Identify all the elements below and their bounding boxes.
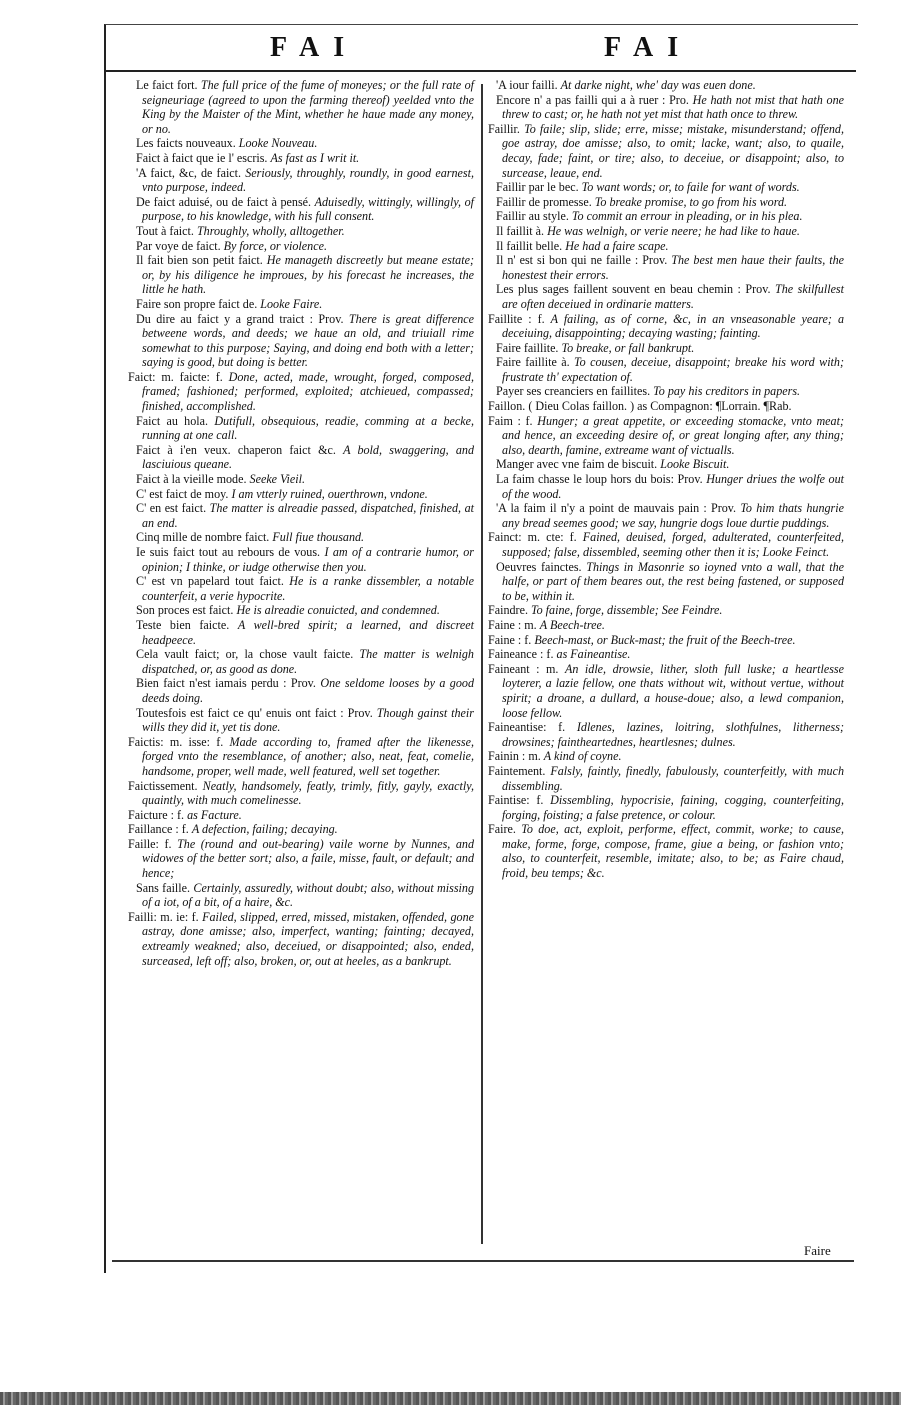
entry-headword: 'A la faim il n'y a point de mauvais pain : Prov. [496,501,737,516]
entry-headword: Fainct: m. cte: f. [488,530,577,545]
dictionary-entry [128,808,474,823]
dictionary-entry [128,881,474,910]
dictionary-entry [488,793,844,822]
dictionary-entry [128,603,474,618]
entry-definition: The matter is welnigh dispatched, or, as good as done. [142,647,474,676]
dictionary-entry [128,414,474,443]
entry-headword: Il n' est si bon qui ne faille : Prov. [496,253,668,268]
dictionary-entry [488,93,844,122]
entry-headword: Par voye de faict. [136,238,221,253]
entry-definition: A defection, failing; decaying. [191,822,338,837]
entry-headword: De faict aduisé, ou de faict à pensé. [136,194,312,209]
entry-headword: Ie suis faict tout au rebours de vous. [136,545,321,559]
entry-definition: He is alreadie conuicted, and condemned. [236,603,440,618]
dictionary-entry [128,910,474,968]
entry-definition: Aduisedly, wittingly, willingly, of purpose, to his knowledge, with his full consent. [142,194,474,224]
dictionary-entry [488,180,844,195]
entry-headword: Il faillit belle. [496,238,563,253]
dictionary-entry [128,545,474,574]
entry-definition: A well-bred spirit; a learned, and discreet headpeece. [142,617,474,647]
entry-definition: To commit an errour in pleading, or in his plea. [571,209,803,224]
entry-headword: Faillir au style. [496,209,569,224]
entry-definition: The (round and out-bearing) vaile worne by Nunnes, and widowes of the better sort; also, a faile, misse, fault, or default; and hence; [142,836,474,881]
entry-headword: Toutesfois est faict ce qu' enuis ont faict : Prov. [136,705,373,720]
entry-headword: Tout à faict. [136,223,194,238]
entry-headword: Sans faille. [136,880,191,895]
dictionary-entry [128,472,474,487]
dictionary-entry [128,647,474,676]
running-head-left: FAI [270,32,359,63]
bottom-rule [112,1260,854,1262]
entry-headword: Faillite : f. [488,311,545,326]
entry-definition: To faile; slip, slide; erre, misse; mistake, misunderstand; offend, goe astray, doe amisse; also, to omit; lacke, want; also, to quaile, decay, fade; faint, or tire; also, to deceiue, or disappoint; also, to surcease, leaue, end. [502,121,844,180]
entry-headword: Payer ses creanciers en faillites. [496,384,651,399]
entry-headword: C' est faict de moy. [136,486,229,501]
dictionary-entry [488,618,844,633]
dictionary-entry [488,78,844,93]
dictionary-entry [128,253,474,297]
entry-headword: Faire. [488,822,516,837]
dictionary-entry [128,195,474,224]
entry-definition: By force, or violence. [223,238,327,253]
dictionary-entry [488,501,844,530]
entry-definition: Throughly, wholly, alltogether. [196,223,345,238]
dictionary-entry [488,122,844,180]
entry-headword: Faille: f. [128,836,172,851]
dictionary-entry [488,224,844,239]
entry-headword: Manger avec vne faim de biscuit. [496,457,658,472]
dictionary-entry [488,457,844,472]
entry-definition: Neatly, handsomely, featly, trimly, fitly, gayly, exactly, quaintly, with much comelinesse. [142,778,474,808]
entry-definition: To pay his creditors in papers. [653,384,801,399]
dictionary-entry [488,355,844,384]
dictionary-entry [128,443,474,472]
dictionary-entry [488,530,844,559]
entry-definition: Made according to, framed after the likenesse, forged vnto the resemblance, of another; also, neat, feat, comelie, handsome, proper, well made, well featured, well set together. [142,734,474,778]
dictionary-entry [488,253,844,282]
entry-definition: Failed, slipped, erred, missed, mistaken, offended, gone astray, done amisse; also, imperfect, wanting; fainting; decayed, extreamly weakned; also, deceiued, or disappointed; also, ended, surceased, left off; also, broken, or, out at heeles, as a bankrupt. [142,909,474,968]
dictionary-entry [488,764,844,793]
entry-definition: To doe, act, exploit, performe, effect, commit, worke; to cause, make, forme, forge, compose, frame, giue a being, or fashion vnto; also, to counterfeit, resemble, imitate; also, to be; as Faire chaud, froid, beu temps; &c. [502,822,844,881]
entry-definition: He is a ranke dissembler, a notable counterfeit, a verie hypocrite. [142,574,475,603]
dictionary-entry [488,414,844,458]
entry-headword: Faict à faict que ie l' escris. [136,150,268,165]
dictionary-entry [128,297,474,312]
dictionary-entry [488,720,844,749]
entry-headword: Faintise: f. [488,793,544,808]
entry-headword: Faillon. ( Dieu Colas faillon. ) as Compagnon: ¶Lorrain. ¶Rab. [488,399,792,414]
entry-definition: He manageth discreetly but meane estate; or, by his diligence he improues, by his forecast he increases, the little he hath. [142,253,474,297]
entry-definition: Fained, deuised, forged, adulterated, counterfeited, supposed; false, dissembled, seeming other then it is; Looke Feinct. [502,530,844,559]
dictionary-entry [488,239,844,254]
dictionary-entry [488,472,844,501]
entry-definition: Falsly, faintly, finedly, fabulously, counterfeitly, with much dissembling. [502,763,844,793]
entry-headword: Faire faillite à. [496,355,570,370]
entry-headword: Teste bien faicte. [136,617,230,632]
entry-definition: Dutifull, obsequious, readie, comming at a becke, running at one call. [142,413,474,443]
entry-headword: C' en est faict. [136,501,207,516]
entry-headword: Oeuvres fainctes. [496,559,582,574]
dictionary-entry [488,399,844,414]
entry-definition: An idle, drowsie, lither, sloth full luske; a heartlesse loyterer, a lazie fellow, one thats without wit, without vertue, without spirit; a droane, a dullard, a house-doue; also, a lewd companion, loose fellow. [502,661,844,720]
entry-definition: A bold, swaggering, and lasciuious queane. [142,442,475,472]
entry-definition: as Facture. [187,807,242,822]
dictionary-entry [488,209,844,224]
page-header [104,30,856,72]
entry-headword: Faire son propre faict de. [136,296,258,311]
entry-headword: 'A faict, &c, de faict. [136,165,242,180]
scan-edge-strip [0,1392,901,1405]
entry-headword: Faine : f. [488,632,532,647]
catchword: Faire [804,1243,831,1258]
entry-definition: Dissembling, hypocrisie, faining, cogging, counterfeiting, forging, foisting; a false pretence, or colour. [502,793,845,822]
dictionary-entry [488,822,844,880]
dictionary-entry [488,749,844,764]
dictionary-entry [128,487,474,502]
entry-headword: Faintement. [488,763,546,778]
dictionary-entry [128,151,474,166]
entry-definition: Hunger; a great appetite, or exceeding stomacke, vnto meat; and hence, an exceeding desire of, or great longing after, any thing; also, dearth, famine, extreame want of victualls. [502,413,844,457]
dictionary-entry [488,560,844,604]
entry-definition: He was welnigh, or verie neere; he had like to haue. [547,223,800,238]
dictionary-entry [488,603,844,618]
entry-headword: Son proces est faict. [136,603,234,618]
dictionary-entry [488,384,844,399]
entry-definition: Looke Faire. [260,296,323,311]
entry-headword: Le faict fort. [136,78,198,92]
entry-definition: There is great difference betweene words, and deeds; we haue an old, and triuiall rime somewhat to this purpose; Saying, and doing end both with a letter; saying is good, but doing is better. [142,311,474,370]
dictionary-entry [488,282,844,311]
entry-headword: Failli: m. ie: f. [128,909,199,924]
entry-headword: Faicture : f. [128,807,185,822]
entry-definition: I am of a contrarie humor, or opinion; I thinke, or iudge otherwise then you. [142,545,474,574]
entry-headword: Faictissement. [128,778,198,793]
entry-definition: As fast as I writ it. [270,150,360,165]
entry-headword: Les plus sages faillent souvent en beau chemin : Prov. [496,282,771,297]
entry-headword: Faict à i'en veux. chaperon faict &c. [136,442,336,457]
column-divider [481,84,483,1244]
entry-headword: Faindre. [488,603,528,618]
entry-definition: Though gainst their wills they did it, yet tis done. [142,705,474,735]
entry-definition: Looke Nouveau. [238,136,318,151]
entry-headword: Bien faict n'est iamais perdu : Prov. [136,676,316,691]
dictionary-entry [128,779,474,808]
entry-definition: A kind of coyne. [543,749,622,764]
entry-headword: Faictis: m. isse: f. [128,734,224,749]
entry-definition: A Beech-tree. [539,617,605,632]
entry-definition: To breake promise, to go from his word. [594,194,788,209]
dictionary-entry [128,676,474,705]
dictionary-entry [128,224,474,239]
entry-headword: Fainin : m. [488,749,541,764]
entry-headword: Faict au hola. [136,413,209,428]
dictionary-entry [128,574,474,603]
entry-definition: Idlenes, lazines, loitring, slothfulnes, litherness; drowsines; faintheartednes, heartlesnes; dulnes. [502,720,844,749]
entry-definition: The best men haue their faults, the honestest their errors. [502,253,844,282]
entry-definition: To him thats hungrie any bread seemes good; we say, hungrie dogs loue durtie puddings. [502,501,844,530]
entry-definition: I am vtterly ruined, ouerthrown, vndone. [231,486,428,501]
entry-headword: Faict: m. faicte: f. [128,369,223,384]
dictionary-entry [128,530,474,545]
right-column [488,78,844,881]
entry-definition: Full fiue thousand. [272,530,365,545]
entry-headword: Faine : m. [488,617,537,632]
entry-definition: The full price of the fume of moneyes; or the full rate of seigneuriage (agreed to upon the farming thereof) yeelded vnto the King by the Maister of the Mint, whether he haue made any money, or no. [142,78,474,136]
entry-headword: Les faicts nouveaux. [136,136,236,151]
dictionary-entry [488,662,844,720]
entry-headword: Il faillit à. [496,223,545,238]
dictionary-entry [128,166,474,195]
entry-definition: He hath not mist that hath one threw to cast; or, he hath not yet mist that hath once to threw. [502,92,844,122]
dictionary-entry [128,501,474,530]
entry-headword: Faim : f. [488,413,533,428]
entry-headword: Faillir par le bec. [496,180,579,195]
dictionary-entry [488,647,844,662]
dictionary-entry [128,706,474,735]
entry-definition: At darke night, whe' day was euen done. [560,78,756,92]
entry-headword: Du dire au faict y a grand traict : Prov. [136,311,344,326]
entry-definition: To want words; or, to faile for want of words. [581,180,800,195]
entry-headword: 'A iour failli. [496,78,558,92]
entry-definition: To breake, or fall bankrupt. [561,340,695,355]
entry-headword: Faict à la vieille mode. [136,472,247,487]
dictionary-entry [488,312,844,341]
left-column [128,78,474,968]
entry-headword: Cinq mille de nombre faict. [136,530,270,545]
entry-definition: One seldome looses by a good deeds doing. [142,676,474,705]
entry-definition: He had a faire scape. [565,238,669,253]
dictionary-entry [128,618,474,647]
entry-headword: Il fait bien son petit faict. [136,253,263,268]
entry-headword: Faillance : f. [128,822,189,837]
dictionary-entry [128,735,474,779]
dictionary-entry [128,312,474,370]
entry-definition: The skilfullest are often deceiued in ordinarie matters. [502,282,844,311]
entry-definition: A failing, as of corne, &c, in an vnseasonable yeare; a deceiuing, disappointing; decaying wasting; fainting. [502,311,844,341]
dictionary-entry [128,78,474,136]
entry-definition: Things in Masonrie so ioyned vnto a wall, that the halfe, or part of them beares out, the rest being fastened, or supposed to be, within it. [502,559,845,603]
entry-definition: Beech-mast, or Buck-mast; the fruit of the Beech-tree. [534,632,796,647]
entry-headword: Encore n' a pas failli qui a à ruer : Pro. [496,92,689,107]
entry-headword: Faillir. [488,121,520,136]
entry-headword: Faillir de promesse. [496,194,592,209]
dictionary-entry [488,633,844,648]
entry-definition: To faine, forge, dissemble; See Feindre. [531,603,723,618]
entry-headword: C' est vn papelard tout faict. [136,574,284,589]
entry-definition: as Faineantise. [556,647,631,662]
dictionary-entry [128,239,474,254]
entry-definition: Hunger driues the wolfe out of the wood. [502,472,844,501]
entry-headword: Faire faillite. [496,340,559,355]
entry-headword: Faineant : m. [488,661,559,676]
dictionary-entry [488,195,844,210]
entry-headword: Cela vault faict; or, la chose vault faicte. [136,647,354,662]
entry-definition: Looke Biscuit. [660,457,730,472]
entry-definition: Certainly, assuredly, without doubt; also, without missing of a iot, of a bit, of a haire, &c. [142,880,475,910]
entry-headword: Faineance : f. [488,647,554,662]
dictionary-entry [128,822,474,837]
running-head-right: FAI [604,32,693,63]
dictionary-entry [128,136,474,151]
entry-headword: Faineantise: f. [488,720,566,735]
entry-definition: The matter is alreadie passed, dispatched, finished, at an end. [142,501,475,530]
entry-headword: La faim chasse le loup hors du bois: Prov. [496,472,703,487]
dictionary-entry [128,370,474,414]
dictionary-entry [488,341,844,356]
entry-definition: To cousen, deceiue, disappoint; breake his word with; frustrate th' expectation of. [502,355,844,384]
entry-definition: Seriously, throughly, roundly, in good earnest, vnto purpose, indeed. [142,165,474,195]
entry-definition: Seeke Vieil. [249,472,306,487]
entry-definition: Done, acted, made, wrought, forged, composed, framed; fashioned; performed, exploited; atchieued, compassed; finished, accomplished. [142,369,474,414]
dictionary-entry [128,837,474,881]
